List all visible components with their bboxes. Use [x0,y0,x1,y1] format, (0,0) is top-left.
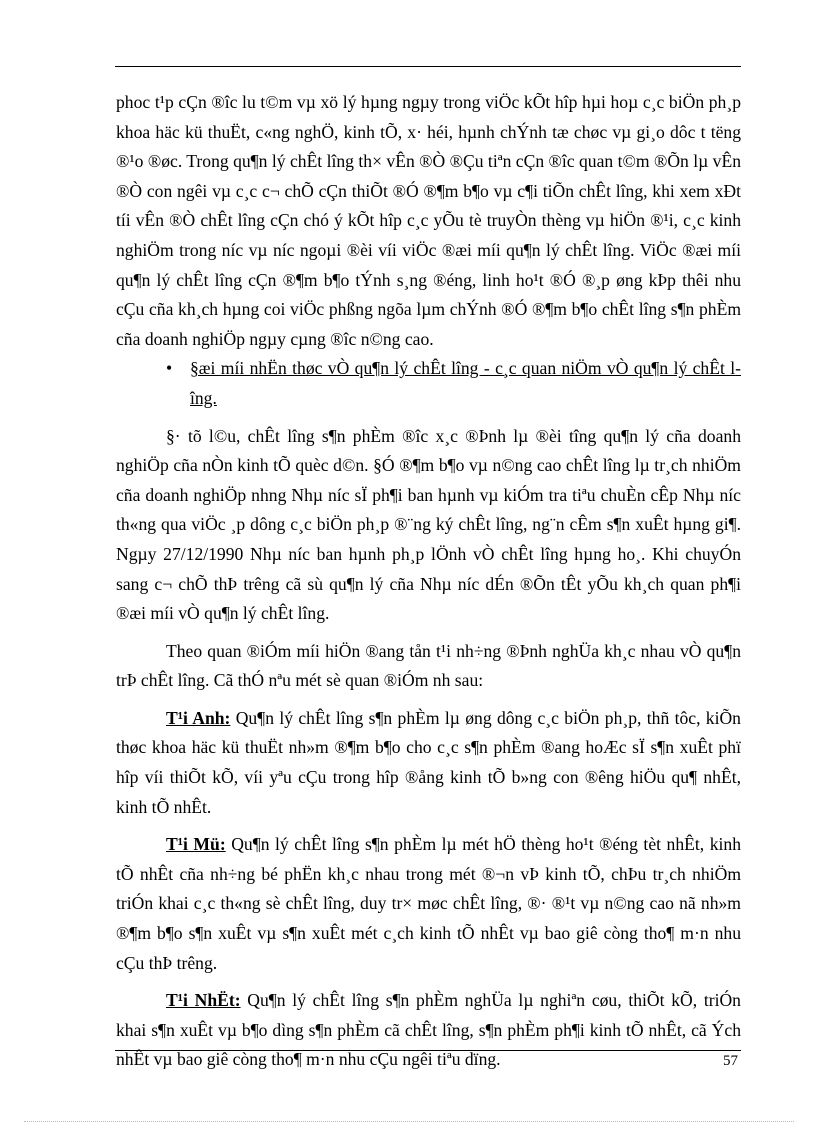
bullet-icon: • [166,358,173,379]
paragraph-japan [116,986,741,1075]
paragraph-us-text: Qu¶n lý chÊt lîng s¶n phÈm lµ mét hÖ thèng ho¹t ®éng tèt nhÊt, kinh tÕ nhÊt cña nh÷ng bé phËn kh¸c nhau trong mét ®¬n vÞ kinh tÕ, chÞu tr¸ch nhiÖm triÓn khai c¸c th«ng sè chÊt lîng, duy tr× møc chÊt lîng, ®· ®¹t vµ n©ng cao nã nh»m ®¶m b¶o s¶n xuÊt vµ s¶n xuÊt mét c¸ch kinh tÕ nhÊt vµ bao giê còng tho¶ m·n nhu cÇu thÞ trêng. [116,834,741,973]
paragraph-3: Theo quan ®iÓm míi hiÖn ®ang tån t¹i nh÷ng ®Þnh nghÜa kh¸c nhau vÒ qu¶n trÞ chÊt lîng. Cã thÓ nªu mét sè quan ®iÓm nh sau: [116,640,741,691]
page-body [116,88,741,1075]
paragraph-1: phoc t¹p cÇn ®îc lu t©m vµ xö lý hµng ngµy trong viÖc kÕt hîp hµi hoµ c¸c biÖn ph¸p khoa häc kü thuËt, c«ng nghÖ, kinh tÕ, x· héi, hµnh chÝnh tæ chøc vµ gi¸o dôc t tëng ®¹o ®øc. Trong qu¶n lý chÊt lîng th× vÊn ®Ò ®Çu tiªn cÇn ®îc quan t©m ®Õn lµ vÊn ®Ò con ngêi vµ c¸c c¬ chÕ cÇn thiÕt ®Ó ®¶m b¶o vµ c¶i tiÕn chÊt lîng, khi xem xÐt tíi vÊn ®Ò chÊt lîng cÇn chó ý kÕt hîp c¸c yÕu tè truyÒn thèng vµ hiÖn ®¹i, c¸c kinh nghiÖm trong níc vµ níc ngoµi ®èi víi viÖc ®æi míi qu¶n lý chÊt lîng. ViÖc ®æi míi qu¶n lý chÊt lîng cÇn ®¶m b¶o tÝnh s¸ng ®éng, linh ho¹t ®Ó ®¸p øng kÞp thêi nhu cÇu cña kh¸ch hµng coi viÖc phßng ngõa lµm chÝnh ®Ó ®¶m b¶o chÊt lîng s¶n phÈm cña doanh nghiÖp ngµy cµng ®îc n©ng cao. [116,92,741,349]
page-bottom-border [24,1121,794,1122]
footer-rule [115,1050,741,1051]
paragraph-us [116,830,741,978]
label-us: T¹i Mü: [166,834,226,855]
page-number: 57 [723,1053,738,1069]
bullet-heading [116,354,741,413]
paragraph-uk [116,704,741,822]
bullet-heading-text: §æi míi nhËn thøc vÒ qu¶n lý chÊt lîng - c¸c quan niÖm vÒ qu¶n lý chÊt lîng. [190,358,741,408]
label-japan: T¹i NhËt: [166,990,241,1011]
label-uk: T¹i Anh: [166,707,231,728]
header-rule [115,66,741,67]
paragraph-2: §· tõ l©u, chÊt lîng s¶n phÈm ®îc x¸c ®Þnh lµ ®èi tîng qu¶n lý cña doanh nghiÖp cña nÒn kinh tÕ quèc d©n. §Ó ®¶m b¶o vµ n©ng cao chÊt lîng lµ tr¸ch nhiÖm cña doanh nghiÖp nhng Nhµ níc sÏ ph¶i ban hµnh vµ kiÓm tra tiªu chuÈn cÊp Nhµ níc th«ng qua viÖc ¸p dông c¸c biÖn ph¸p ®¨ng ký chÊt lîng, ng¨n cÊm s¶n xuÊt hµng gi¶. Ngµy 27/12/1990 Nhµ níc ban hµnh ph¸p lÖnh vÒ chÊt lîng hµng ho¸. Khi chuyÓn sang c¬ chÕ thÞ trêng cã sù qu¶n lý cña Nhµ níc dÉn ®Õn tÊt yÕu kh¸ch quan ph¶i ®æi míi vÒ qu¶n lý chÊt lîng. [116,425,741,624]
paragraph-japan-text: Qu¶n lý chÊt lîng s¶n phÈm nghÜa lµ nghiªn cøu, thiÕt kÕ, triÓn khai s¶n xuÊt vµ b¶o dìng s¶n phÈm cã chÊt lîng, s¶n phÈm ph¶i kinh tÕ nhÊt, cã Ých nhÊt vµ bao giê còng tho¶ m·n nhu cÇu ngêi tiªu dïng. [116,990,741,1070]
paragraph-uk-text: Qu¶n lý chÊt lîng s¶n phÈm lµ øng dông c¸c biÖn ph¸p, thñ tôc, kiÕn thøc khoa häc kü thuËt nh»m ®¶m b¶o cho c¸c s¶n phÈm ®ang hoÆc sÏ s¶n xuÊt phï hîp víi thiÕt kÕ, víi yªu cÇu trong hîp ®ång kinh tÕ b»ng con ®êng hiÖu qu¶ nhÊt, kinh tÕ nhÊt. [116,707,741,817]
